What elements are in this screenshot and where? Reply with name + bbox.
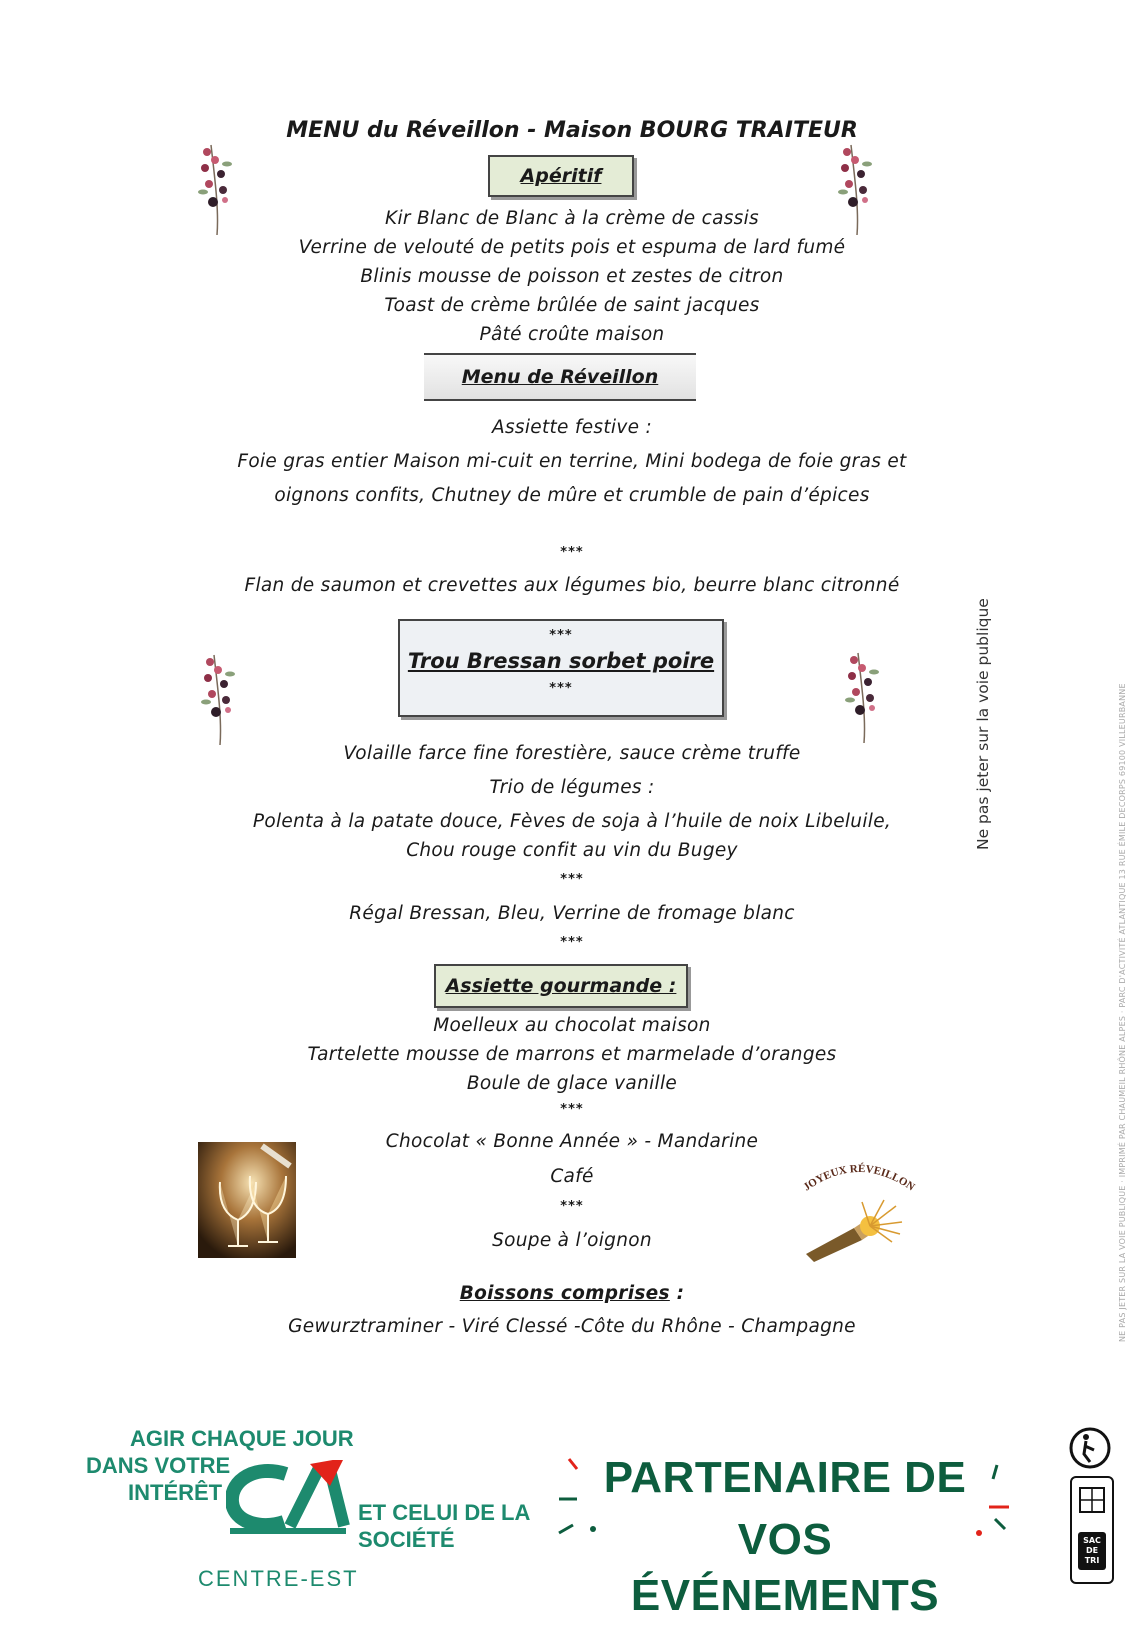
- assiette-festive-label: Assiette festive :: [492, 417, 652, 438]
- decorative-dashes-icon: [965, 1455, 1015, 1555]
- flan-line: Flan de saumon et crevettes aux légumes bio, beurre blanc citronné: [244, 575, 900, 596]
- aperitif-item: Toast de crème brûlée de saint jacques: [384, 295, 760, 316]
- separator: ***: [560, 1199, 584, 1214]
- decorative-dashes-icon: [555, 1455, 615, 1555]
- trio-label: Trio de légumes :: [489, 777, 655, 798]
- separator: ***: [549, 681, 573, 696]
- partner-line: PARTENAIRE DE: [603, 1453, 967, 1502]
- trio-line: Chou rouge confit au vin du Bugey: [406, 840, 738, 861]
- soupe-line: Soupe à l’oignon: [492, 1230, 652, 1251]
- separator: ***: [549, 628, 573, 643]
- chocolat-line: Chocolat « Bonne Année » - Mandarine: [385, 1131, 759, 1152]
- boissons-list: Gewurztraminer - Viré Clessé -Côte du Rhône - Champagne: [288, 1316, 856, 1337]
- bank-slogan-line: AGIR CHAQUE JOUR: [130, 1426, 354, 1451]
- aperitif-item: Blinis mousse de poisson et zestes de citron: [360, 266, 784, 287]
- badge-text: JOYEUX RÉVEILLON: [801, 1162, 917, 1194]
- recycle-person-icon: [1068, 1426, 1112, 1470]
- separator: ***: [560, 1102, 584, 1117]
- aperitif-heading: Apéritif: [520, 165, 602, 187]
- aperitif-item: Pâté croûte maison: [479, 324, 665, 345]
- bank-slogan-line: SOCIÉTÉ: [358, 1527, 455, 1552]
- svg-text:JOYEUX RÉVEILLON: [801, 1163, 917, 1194]
- reveillon-heading: Menu de Réveillon: [461, 366, 659, 388]
- aperitif-item: Kir Blanc de Blanc à la crème de cassis: [385, 208, 759, 229]
- printer-notice: NE PAS JETER SUR LA VOIE PUBLIQUE · IMPRIMÉ PAR CHAUMEIL RHÔNE ALPES · PARC D'ACTIVITÉ ATLANTIQUE 13 RUE ÉMILE DECORPS 69100 VILLEURBANNE: [1118, 683, 1127, 1342]
- berry-sprig-icon: [842, 648, 892, 743]
- main-course-line: Volaille farce fine forestière, sauce crème truffe: [343, 743, 801, 764]
- assiette-festive-line: oignons confits, Chutney de mûre et crumble de pain d’épices: [274, 485, 870, 506]
- boissons-colon: :: [676, 1283, 685, 1304]
- dessert-heading: Assiette gourmande :: [445, 975, 677, 997]
- reveillon-heading-banner: [424, 353, 696, 401]
- dessert-item: Tartelette mousse de marrons et marmelade d’oranges: [307, 1044, 837, 1065]
- menu-title: MENU du Réveillon - Maison BOURG TRAITEUR: [286, 118, 858, 143]
- dessert-item: Boule de glace vanille: [466, 1073, 678, 1094]
- bank-logo-icon: [226, 1460, 350, 1536]
- cafe-line: Café: [550, 1166, 594, 1187]
- boissons-heading: [0, 1283, 1144, 1304]
- separator: ***: [560, 935, 584, 950]
- vertical-notice: Ne pas jeter sur la voie publique: [974, 598, 992, 850]
- bin-text: SAC DE TRI: [1078, 1532, 1106, 1570]
- dessert-item: Moelleux au chocolat maison: [433, 1015, 711, 1036]
- bank-slogan-line: ET CELUI DE LA: [358, 1500, 531, 1525]
- aperitif-heading-box: [488, 155, 634, 197]
- boissons-label: Boissons comprises: [459, 1283, 670, 1304]
- partner-line: VOS ÉVÉNEMENTS: [630, 1515, 940, 1620]
- wine-glasses-photo: [198, 1142, 296, 1258]
- bank-slogan-line: DANS VOTRE: [86, 1453, 231, 1478]
- trio-line: Polenta à la patate douce, Fèves de soja à l’huile de noix Libeluile,: [252, 811, 892, 832]
- joyeux-reveillon-badge-text: [792, 1150, 926, 1210]
- assiette-festive-line: Foie gras entier Maison mi-cuit en terrine, Mini bodega de foie gras et: [237, 451, 907, 472]
- trou-bressan-heading: Trou Bressan sorbet poire: [407, 649, 715, 673]
- dessert-heading-box: [434, 964, 688, 1008]
- sac-de-tri-badge: [1070, 1476, 1114, 1584]
- box-icon: [1072, 1478, 1112, 1522]
- separator: ***: [560, 545, 584, 560]
- cheese-line: Régal Bressan, Bleu, Verrine de fromage blanc: [349, 903, 795, 924]
- bank-region: CENTRE-EST: [198, 1566, 359, 1591]
- separator: ***: [560, 872, 584, 887]
- berry-sprig-icon: [198, 650, 248, 745]
- aperitif-item: Verrine de velouté de petits pois et espuma de lard fumé: [298, 237, 846, 258]
- trou-bressan-box: [398, 619, 724, 717]
- bank-slogan-line: INTÉRÊT: [128, 1480, 223, 1505]
